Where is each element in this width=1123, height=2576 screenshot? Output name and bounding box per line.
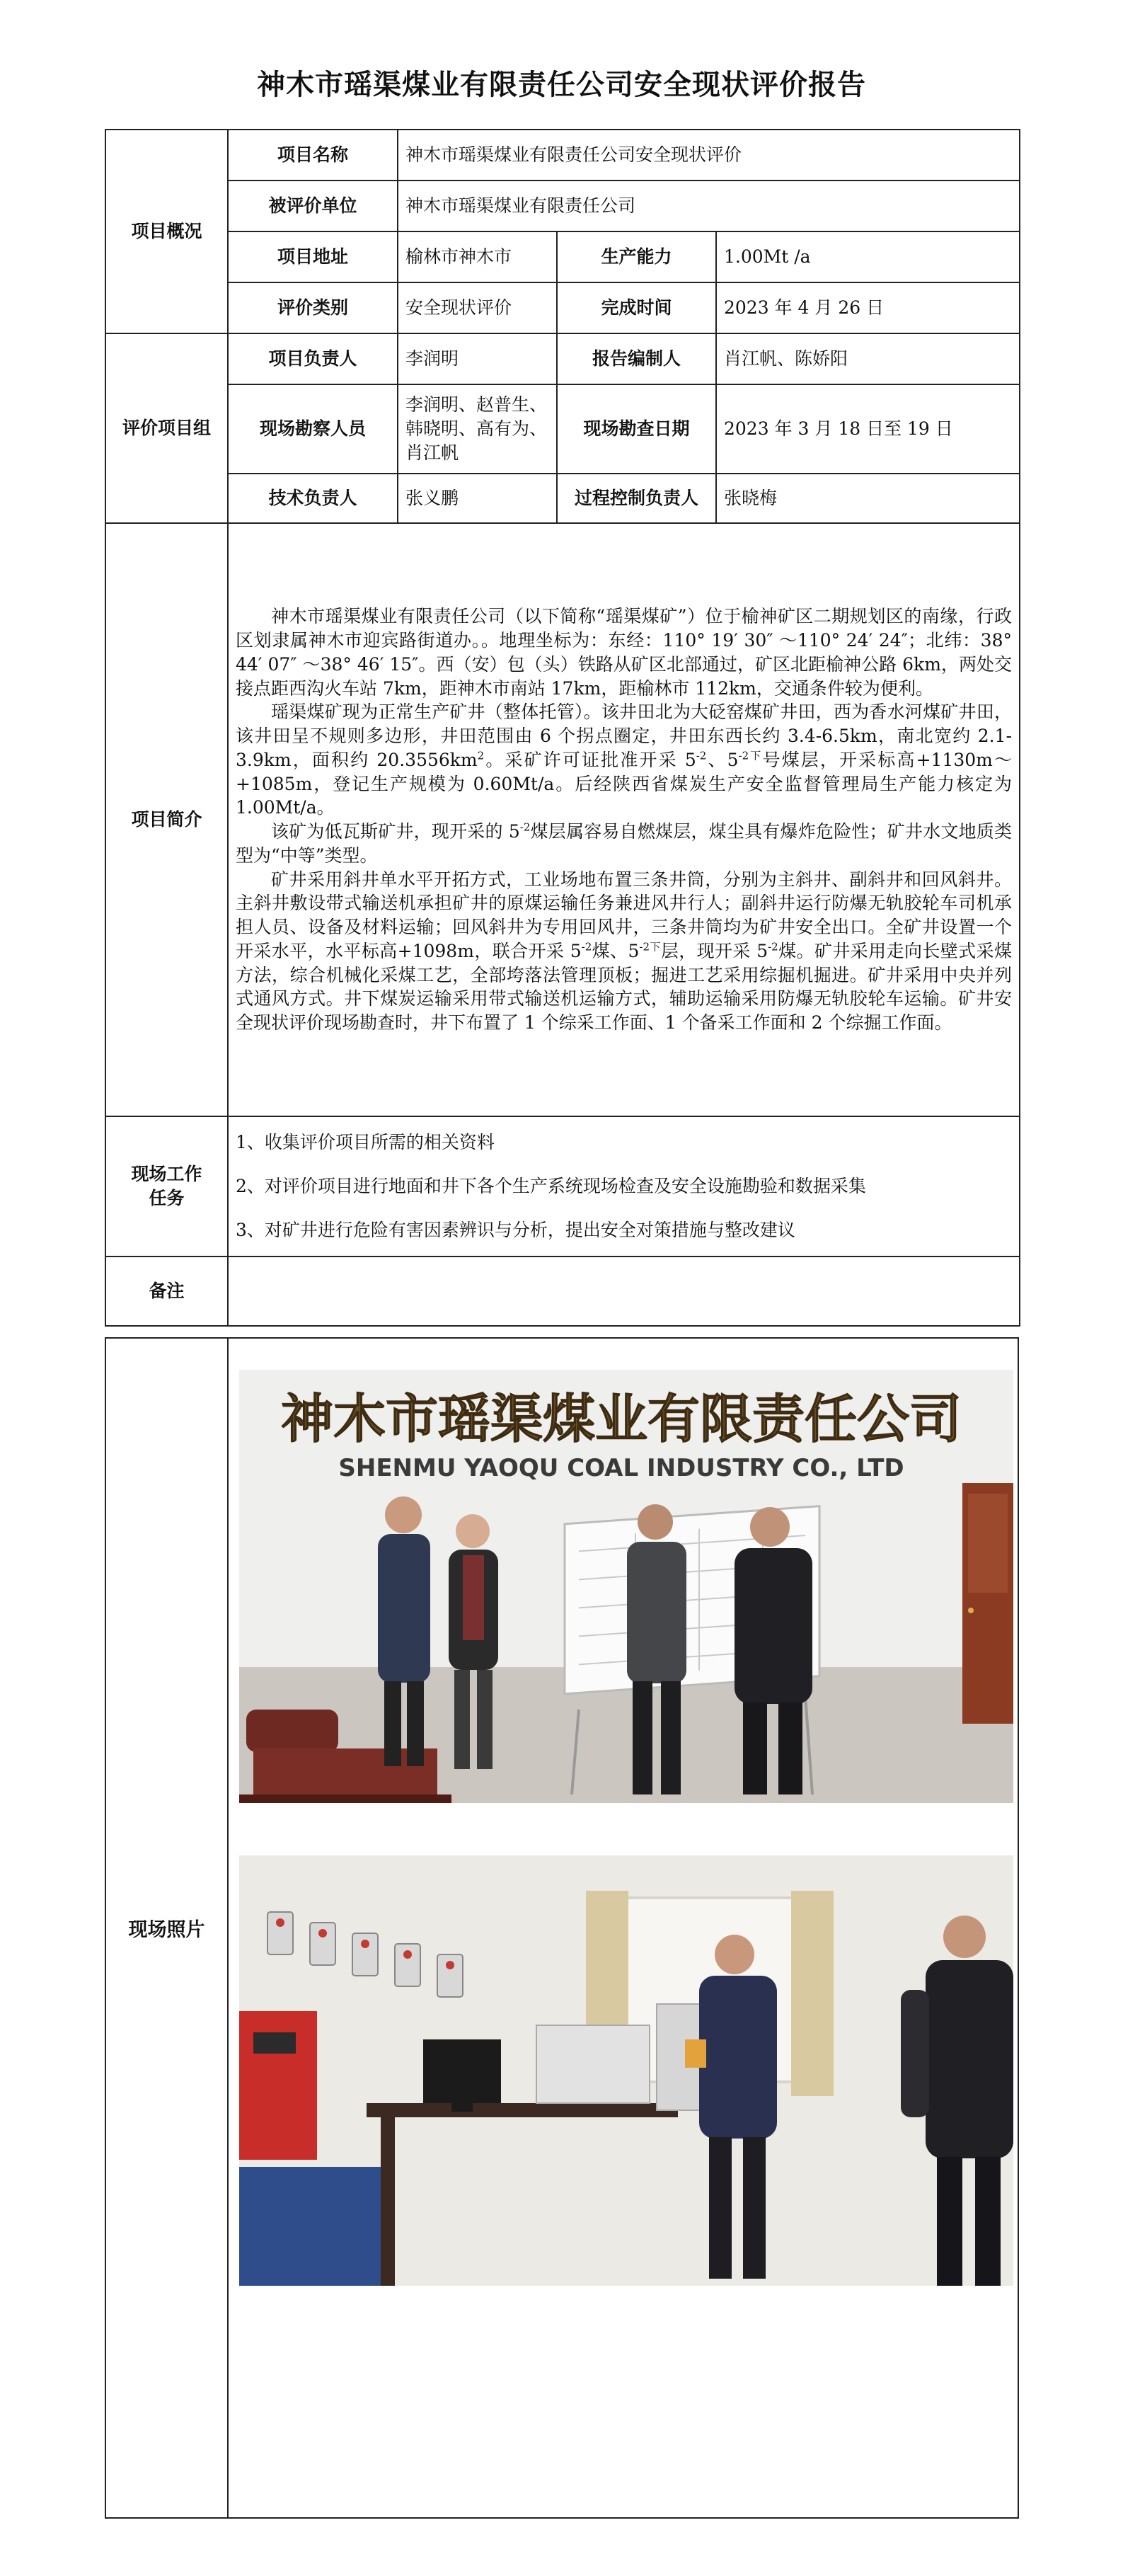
intro-section-label: 项目简介 xyxy=(105,523,228,1116)
author-value: 肖江帆、陈娇阳 xyxy=(716,333,1020,384)
intro-paragraph-1: 神木市瑶渠煤业有限责任公司（以下简称“瑶渠煤矿”）位于榆神矿区二期规划区的南缘，行政区划隶属神木市迎宾路街道办。。地理坐标为：东经：110° 19′ 30″ ～110° 24′ 24″；北纬：38° 44′ 07″ ～38° 46′ 15″。西（安）包（头）铁路从矿区北部通过，矿区北距榆神公路 6km，两处交接点距西沟火车站 7km，距神木市南站 17km，距榆林市 112km，交通条件较为便利。 xyxy=(236,606,1012,699)
company-sign-cn: 神木市瑶渠煤业有限责任公司 xyxy=(281,1389,962,1450)
tech-label: 技术负责人 xyxy=(228,474,398,523)
report-title: 神木市瑶渠煤业有限责任公司安全现状评价报告 xyxy=(257,68,866,101)
control-room-illustration xyxy=(239,1855,1013,2286)
finish-value: 2023 年 4 月 26 日 xyxy=(716,282,1020,333)
survey-date-value: 2023 年 3 月 18 日至 19 日 xyxy=(716,384,1020,474)
overview-section-label: 项目概况 xyxy=(105,130,228,333)
meeting-room-illustration xyxy=(239,1370,1013,1803)
site-photo-control-room xyxy=(239,1855,1013,2286)
photo-section-label: 现场照片 xyxy=(106,1339,229,2517)
finish-label: 完成时间 xyxy=(557,282,716,333)
process-value: 张晓梅 xyxy=(716,474,1020,523)
tasks-list xyxy=(228,1116,1020,1256)
leader-label: 项目负责人 xyxy=(228,333,398,384)
team-section-label: 评价项目组 xyxy=(105,333,228,523)
intro-paragraph-3: 该矿为低瓦斯矿井，现开采的 $5^{-2}$煤层属容易自燃煤层，煤尘具有爆炸危险性；矿井水文地质类型为“中等”类型。 xyxy=(236,820,1012,866)
unit-label: 被评价单位 xyxy=(228,181,398,231)
remarks-section-label: 备注 xyxy=(105,1256,228,1326)
surveyor-value: 李润明、赵普生、韩晓明、高有为、肖江帆 xyxy=(398,384,557,474)
report-table xyxy=(105,129,1020,1327)
surveyor-label: 现场勘察人员 xyxy=(228,384,398,474)
task-item: 2、对评价项目进行地面和井下各个生产系统现场检查及安全设施勘验和数据采集 xyxy=(236,1176,866,1196)
survey-date-label: 现场勘查日期 xyxy=(557,384,716,474)
process-label: 过程控制负责人 xyxy=(557,474,716,523)
project-name-label: 项目名称 xyxy=(228,130,398,181)
capacity-label: 生产能力 xyxy=(557,231,716,282)
site-photo-meeting-room xyxy=(239,1370,1013,1803)
address-label: 项目地址 xyxy=(228,231,398,282)
person-figure xyxy=(901,1990,929,2117)
tasks-section-label: 现场工作任务 xyxy=(105,1116,228,1256)
task-item: 1、收集评价项目所需的相关资料 xyxy=(236,1132,495,1152)
category-label: 评价类别 xyxy=(228,282,398,333)
intro-paragraph-2: 瑶渠煤矿现为正常生产矿井（整体托管）。该井田北为大砭窑煤矿井田，西为香水河煤矿井田，该井田呈不规则多边形，井田范围由 6 个拐点圈定，井田东西长约 3.4-6.5km，南北宽约 2.1-3.9km，面积约 $20.3556km^2$。采矿许可证批准开采 $5^{-2}$、$5^{-2下}$号煤层，开采标高+1130m～+1085m，登记生产规模为 0.60Mt/a。后经陕西省煤炭生产安全监督管理局生产能力核定为 1.00Mt/a。 xyxy=(236,702,1012,818)
category-value: 安全现状评价 xyxy=(398,282,557,333)
intro-text xyxy=(228,523,1020,1116)
project-name-value: 神木市瑶渠煤业有限责任公司安全现状评价 xyxy=(398,130,1020,181)
author-label: 报告编制人 xyxy=(557,333,716,384)
company-sign-en: SHENMU YAOQU COAL INDUSTRY CO., LTD xyxy=(338,1454,904,1482)
capacity-value: 1.00Mt /a xyxy=(716,231,1020,282)
address-value: 榆林市神木市 xyxy=(398,231,557,282)
photo-panel xyxy=(105,1337,1019,2519)
remarks-value xyxy=(228,1256,1020,1326)
unit-value: 神木市瑶渠煤业有限责任公司 xyxy=(398,181,1020,231)
task-item: 3、对矿井进行危险有害因素辨识与分析，提出安全对策措施与整改建议 xyxy=(236,1220,795,1240)
leader-value: 李润明 xyxy=(398,333,557,384)
intro-paragraph-4: 矿井采用斜井单水平开拓方式，工业场地布置三条井筒，分别为主斜井、副斜井和回风斜井。主斜井敷设带式输送机承担矿井的原煤运输任务兼进风井行人；副斜井运行防爆无轨胶轮车司机承担人员、设备及材料运输；回风斜井为专用回风井，三条井筒均为矿井安全出口。全矿井设置一个开采水平，水平标高+1098m，联合开采 $5^{-2}$煤、$5^{-2下}$层，现开采 $5^{-2}$煤。矿井采用走向长壁式采煤方法，综合机械化采煤工艺，全部垮落法管理顶板；掘进工艺采用综掘机掘进。矿井采用中央并列式通风方式。井下煤炭运输采用带式输送机运输方式，辅助运输采用防爆无轨胶轮车运输。矿井安全现状评价现场勘查时，井下布置了 1 个综采工作面、1 个备采工作面和 2 个综掘工作面。 xyxy=(236,869,1013,1033)
tech-value: 张义鹏 xyxy=(398,474,557,523)
